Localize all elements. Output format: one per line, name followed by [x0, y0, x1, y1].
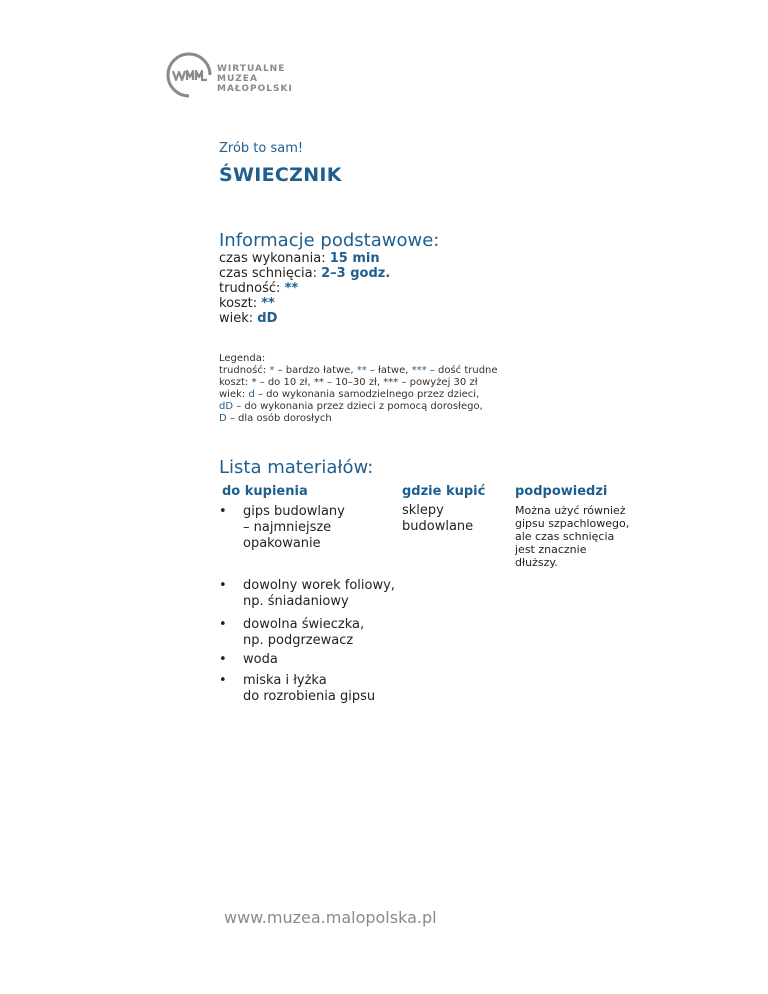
bullet-icon: •: [219, 673, 227, 688]
info-value: **: [261, 296, 275, 311]
info-heading: Informacje podstawowe:: [219, 230, 440, 251]
info-value: dD: [257, 311, 278, 326]
where-to-buy: sklepy budowlane: [402, 503, 474, 534]
info-row-cost: [219, 296, 390, 311]
legend-desc: – dla osób dorosłych: [226, 413, 332, 424]
legend-block: [219, 353, 498, 425]
info-label: czas schnięcia:: [219, 266, 322, 281]
page-title: ŚWIECZNIK: [219, 164, 342, 186]
info-list: [219, 251, 390, 326]
materials-heading: Lista materiałów:: [219, 457, 374, 478]
info-label: wiek:: [219, 311, 258, 326]
legend-key: d: [248, 389, 255, 400]
material-text: woda: [243, 652, 278, 667]
page-kicker: Zrób to sam!: [219, 141, 304, 156]
legend-key: dD: [219, 401, 234, 412]
logo-wordmark: [217, 64, 293, 94]
legend-key: ***: [411, 365, 427, 376]
info-row-difficulty: [219, 281, 390, 296]
legend-key: **: [356, 365, 367, 376]
info-label: trudność:: [219, 281, 285, 296]
column-header-where: gdzie kupić: [402, 484, 486, 499]
legend-label: trudność:: [219, 365, 270, 376]
legend-title: Legenda:: [219, 353, 266, 364]
info-value: 2–3 godz.: [321, 266, 391, 281]
legend-cost: koszt: * – do 10 zł, ** – 10–30 zł, *** – powyżej 30 zł: [219, 377, 478, 388]
museum-logo: [163, 50, 333, 100]
legend-age: [219, 389, 498, 401]
wmm-logo-icon: [163, 50, 215, 100]
hint-text: Można użyć również gipsu szpachlowego, ale czas schnięcia jest znacznie dłuższy.: [515, 504, 630, 569]
material-text: dowolny worek foliowy, np. śniadaniowy: [243, 578, 395, 609]
legend-difficulty: [219, 365, 498, 377]
info-value: **: [284, 281, 299, 296]
logo-line-2: MUZEA: [217, 74, 258, 84]
legend-desc: – do wykonania przez dzieci z pomocą dorosłego,: [233, 401, 483, 412]
legend-age-2: [219, 401, 498, 413]
logo-line-1: WIRTUALNE: [217, 64, 286, 74]
legend-desc: – bardzo łatwe,: [274, 365, 357, 376]
column-header-hints: podpowiedzi: [515, 484, 608, 499]
footer-url: www.muzea.malopolska.pl: [224, 908, 437, 927]
logo-line-3: MAŁOPOLSKI: [217, 84, 293, 94]
bullet-icon: •: [219, 617, 227, 632]
legend-desc: – dość trudne: [426, 365, 498, 376]
bullet-icon: •: [219, 578, 227, 593]
legend-key: D: [219, 413, 227, 424]
info-label: czas wykonania:: [219, 251, 330, 266]
material-text: gips budowlany – najmniejsze opakowanie: [243, 504, 345, 551]
material-text: dowolna świeczka, np. podgrzewacz: [243, 617, 365, 648]
legend-desc: – łatwe,: [366, 365, 412, 376]
bullet-icon: •: [219, 652, 227, 667]
bullet-icon: •: [219, 504, 227, 519]
legend-desc: – do wykonania samodzielnego przez dzieci,: [254, 389, 480, 400]
material-text: miska i łyżka do rozrobienia gipsu: [243, 673, 376, 704]
info-value: 15 min: [329, 251, 380, 266]
info-row-time: [219, 251, 390, 266]
column-header-buy: do kupienia: [222, 484, 308, 499]
legend-age-3: [219, 413, 498, 425]
info-row-drying: [219, 266, 390, 281]
info-label: koszt:: [219, 296, 262, 311]
legend-key: *: [269, 365, 275, 376]
info-row-age: [219, 311, 390, 326]
legend-label: wiek:: [219, 389, 249, 400]
